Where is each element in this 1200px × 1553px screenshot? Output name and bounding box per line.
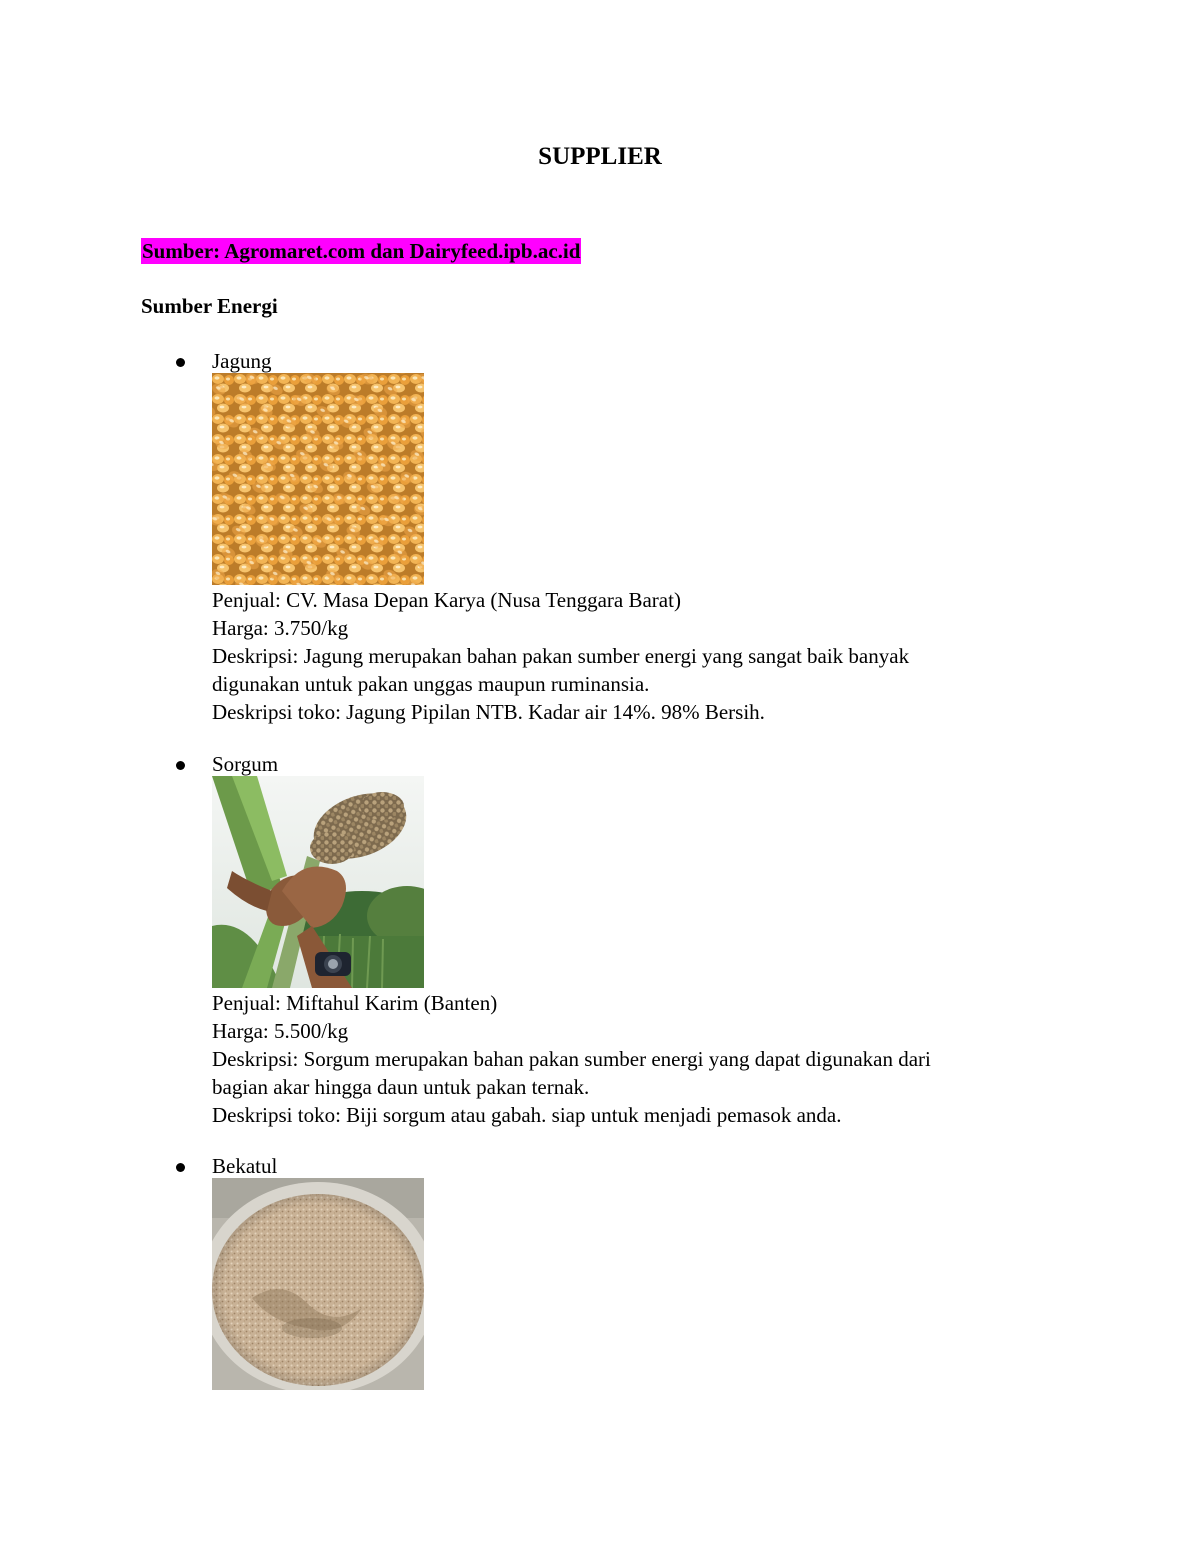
price-text: Harga: 5.500/kg	[212, 1019, 349, 1043]
description-text-cont: digunakan untuk pakan unggas maupun ruminansia.	[212, 672, 650, 696]
item-name: Bekatul	[212, 1154, 278, 1178]
sorghum-plant-photo	[212, 776, 424, 988]
description-text: Deskripsi: Jagung merupakan bahan pakan sumber energi yang sangat baik banyak	[212, 644, 910, 668]
item-details	[212, 989, 1052, 1129]
bullet-icon	[176, 358, 185, 367]
seller-text: Penjual: Miftahul Karim (Banten)	[212, 991, 498, 1015]
store-description-text: Deskripsi toko: Jagung Pipilan NTB. Kadar air 14%. 98% Bersih.	[212, 700, 765, 724]
page-title: SUPPLIER	[538, 143, 662, 170]
corn-kernels-photo	[212, 373, 424, 585]
bullet-icon	[176, 761, 185, 770]
description-text: Deskripsi: Sorgum merupakan bahan pakan sumber energi yang dapat digunakan dari	[212, 1047, 931, 1071]
store-description-text: Deskripsi toko: Biji sorgum atau gabah. siap untuk menjadi pemasok anda.	[212, 1103, 842, 1127]
section-heading: Sumber Energi	[141, 294, 278, 318]
item-name: Sorgum	[212, 752, 279, 776]
seller-text: Penjual: CV. Masa Depan Karya (Nusa Tenggara Barat)	[212, 588, 681, 612]
rice-bran-photo	[212, 1178, 424, 1390]
item-name: Jagung	[212, 349, 272, 373]
description-text-cont: bagian akar hingga daun untuk pakan ternak.	[212, 1075, 590, 1099]
bullet-icon	[176, 1163, 185, 1172]
source-line: Sumber: Agromaret.com dan Dairyfeed.ipb.ac.id	[142, 239, 581, 263]
item-details	[212, 586, 1052, 726]
price-text: Harga: 3.750/kg	[212, 616, 349, 640]
